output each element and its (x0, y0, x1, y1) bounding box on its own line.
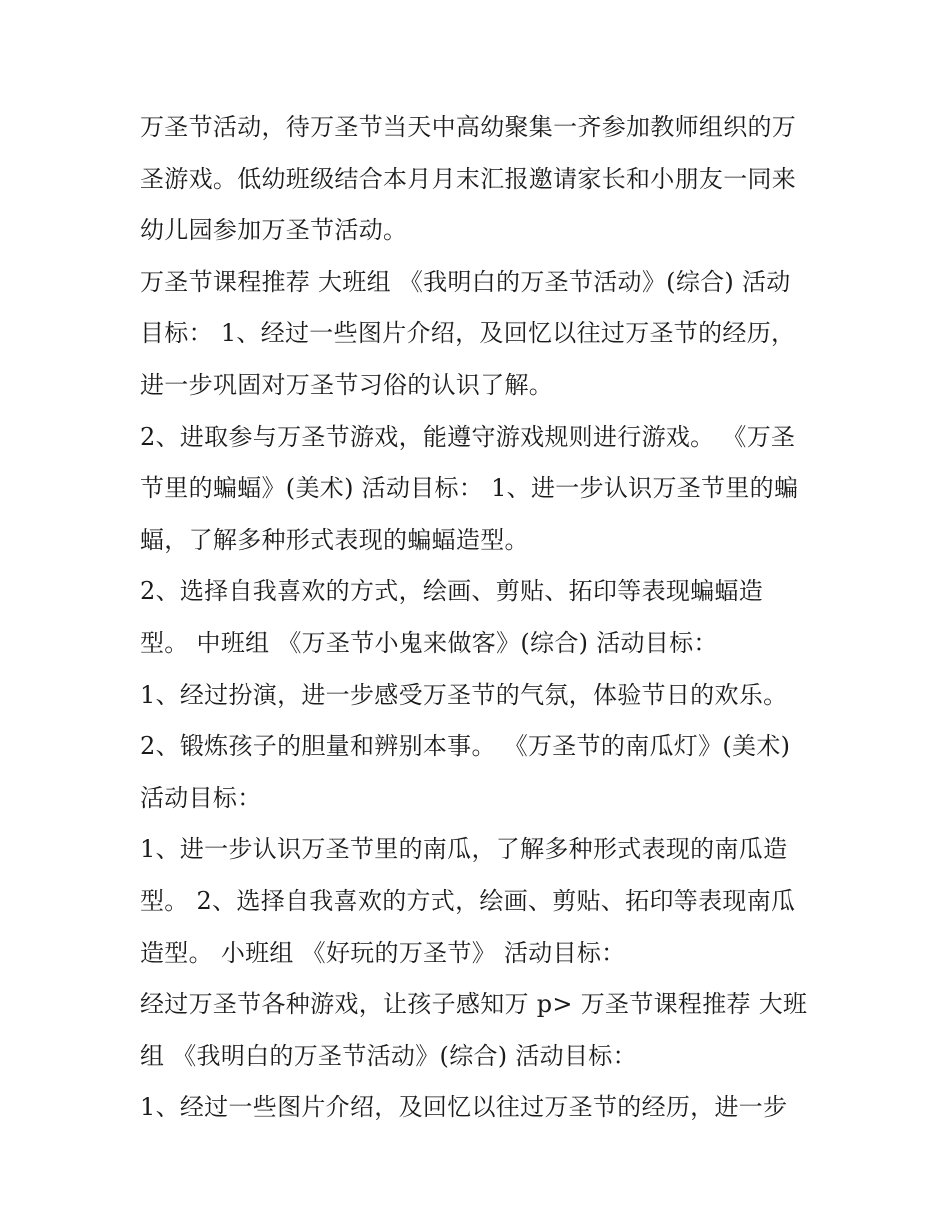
text-line: 节里的蝙蝠》(美术) 活动目标： 1、进一步认识万圣节里的蝙 (140, 474, 799, 503)
text-line: 组 《我明白的万圣节活动》(综合) 活动目标： (140, 1041, 637, 1070)
text-line: 幼儿园参加万圣节活动。 (140, 216, 408, 245)
text-line: 1、经过扮演，进一步感受万圣节的气氛，体验节日的欢乐。 (140, 680, 788, 709)
text-line: 型。 中班组 《万圣节小鬼来做客》(综合) 活动目标： (140, 628, 718, 657)
text-line: 活动目标： (140, 783, 262, 812)
text-line: 经过万圣节各种游戏，让孩子感知万 p> 万圣节课程推荐 大班 (140, 990, 808, 1019)
text-line: 造型。 小班组 《好玩的万圣节》 活动目标： (140, 938, 626, 967)
text-line: 1、进一步认识万圣节里的南瓜，了解多种形式表现的南瓜造 (140, 835, 788, 864)
text-line: 万圣节课程推荐 大班组 《我明白的万圣节活动》(综合) 活动 (140, 267, 791, 296)
text-line: 2、选择自我喜欢的方式，绘画、剪贴、拓印等表现蝙蝠造 (140, 577, 764, 606)
text-line: 2、进取参与万圣节游戏，能遵守游戏规则进行游戏。 《万圣 (140, 422, 796, 451)
text-line: 进一步巩固对万圣节习俗的认识了解。 (140, 370, 554, 399)
text-line: 型。 2、选择自我喜欢的方式，绘画、剪贴、拓印等表现南瓜 (140, 886, 796, 915)
text-line: 1、经过一些图片介绍，及回忆以往过万圣节的经历，进一步 (140, 1093, 788, 1122)
text-line: 圣游戏。低幼班级结合本月月末汇报邀请家长和小朋友一同来 (140, 164, 797, 193)
text-line: 2、锻炼孩子的胆量和辨别本事。 《万圣节的南瓜灯》(美术) (140, 732, 791, 761)
text-line: 蝠，了解多种形式表现的蝙蝠造型。 (140, 525, 529, 554)
document-body (140, 102, 830, 1134)
text-line: 万圣节活动，待万圣节当天中高幼聚集一齐参加教师组织的万 (140, 113, 797, 141)
text-line: 目标： 1、经过一些图片介绍，及回忆以往过万圣节的经历， (140, 319, 796, 348)
